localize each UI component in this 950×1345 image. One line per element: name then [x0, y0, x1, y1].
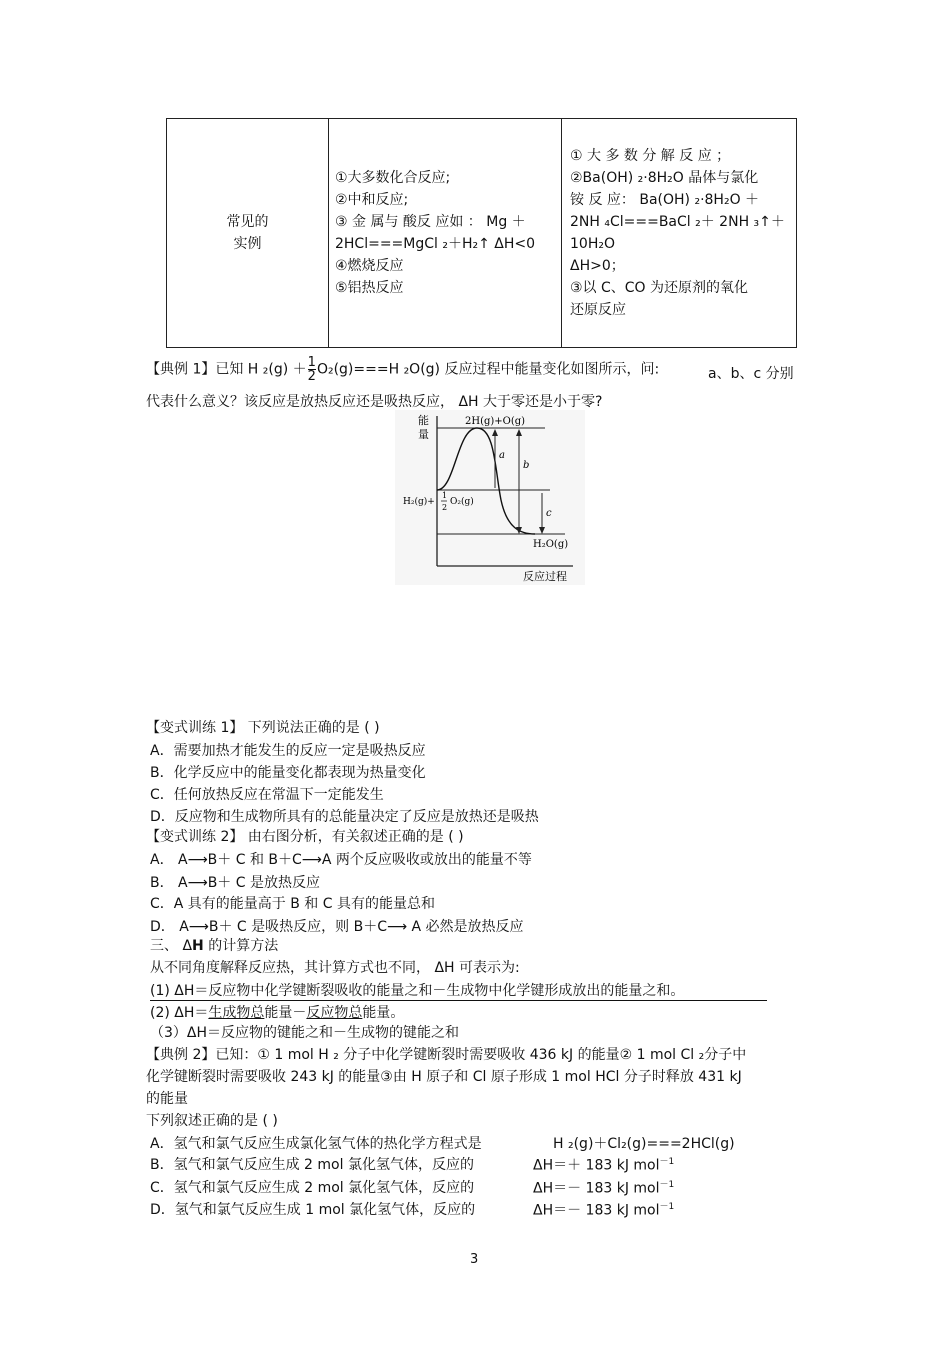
exo-line: ③ 金 属与 酸反 应如 ： Mg ＋ — [335, 214, 526, 230]
example2-line3: 的能量 — [146, 1091, 188, 1107]
exo-line: ①大多数化合反应; — [335, 170, 451, 186]
section3-method3: （3）ΔH＝反应物的键能之和－生成物的键能之和 — [150, 1025, 460, 1041]
endothermic-examples-cell — [562, 119, 797, 348]
variant2-option-c: C．A 具有的能量高于 B 和 C 具有的能量总和 — [150, 896, 435, 912]
example2-option-a-equation: H ₂(g)＋Cl₂(g)===2HCl(g) — [553, 1136, 735, 1152]
endo-line: 还原反应 — [570, 302, 626, 318]
example2-option-a: A．氢气和氯气反应生成氯化氢气体的热化学方程式是 — [150, 1136, 482, 1152]
section3-method1: (1) ΔH＝反应物中化学键断裂吸收的能量之和－生成物中化学键形成放出的能量之和。 — [150, 980, 767, 1001]
example2-option-d-value: ΔH＝－ 183 kJ mol$^{-1}$ — [533, 1202, 675, 1219]
example1-tail: a、b、c 分别 — [708, 366, 794, 382]
endo-line: ②Ba(OH) ₂·8H₂O 晶体与氯化 — [570, 170, 759, 186]
example1-line2: 代表什么意义？该反应是放热反应还是吸热反应， ΔH 大于零还是小于零? — [146, 394, 603, 410]
label-c: c — [546, 508, 552, 519]
example2-option-c: C．氢气和氯气反应生成 2 mol 氯化氢气体，反应的 — [150, 1180, 475, 1196]
y-label-2: 量 — [418, 428, 429, 441]
endo-line: 铵 反 应： Ba(OH) ₂·8H₂O ＋ — [570, 192, 760, 208]
example2-option-b-value: ΔH＝＋ 183 kJ mol$^{-1}$ — [533, 1157, 675, 1174]
endo-line: ③以 C、CO 为还原剂的氧化 — [570, 280, 749, 296]
section3-heading: 三、 ΔH 的计算方法 — [150, 938, 279, 954]
y-label-1: 能 — [418, 414, 429, 427]
endo-line: ΔH>0； — [570, 258, 625, 274]
energy-diagram — [395, 410, 585, 585]
product-label: H₂O(g) — [533, 539, 569, 550]
example1-prefix: 【典例 1】已知 H ₂(g) ＋ — [146, 361, 307, 378]
exo-line: ②中和反应; — [335, 192, 409, 208]
label-a: a — [499, 450, 505, 461]
variant2-option-b: B． A⟶B＋ C 是放热反应 — [150, 875, 320, 891]
one-half-fraction: $\frac{1}{2}$ — [307, 355, 316, 384]
reactant-frac-den: 2 — [442, 503, 448, 512]
variant1-option-a: A．需要加热才能发生的反应一定是吸热反应 — [150, 743, 426, 759]
section3-method2: (2) ΔH＝生成物总能量－反应物总能量。 — [150, 1005, 405, 1021]
endo-line: 2NH ₄Cl===BaCl ₂＋ 2NH ₃↑＋ — [570, 214, 785, 230]
label-b: b — [523, 460, 530, 471]
label-line-1: 常见的 — [226, 214, 269, 230]
variant2-option-a: A． A⟶B＋ C 和 B＋C⟶A 两个反应吸收或放出的能量不等 — [150, 852, 532, 868]
top-level-label: 2H(g)+O(g) — [465, 416, 526, 427]
label-line-2: 实例 — [233, 236, 262, 252]
variant1-option-b: B．化学反应中的能量变化都表现为热量变化 — [150, 765, 426, 781]
exo-line: ⑤铝热反应 — [335, 280, 404, 296]
table-label-cell — [167, 119, 329, 348]
section3-intro: 从不同角度解释反应热，其计算方式也不同， ΔH 可表示为: — [150, 960, 520, 976]
variant1-option-c: C．任何放热反应在常温下一定能发生 — [150, 787, 384, 803]
variant1-option-d: D．反应物和生成物所具有的总能量决定了反应是放热还是吸热 — [150, 809, 539, 825]
variant1-title: 【变式训练 1】 下列说法正确的是 ( ) — [146, 720, 380, 736]
variant2-title: 【变式训练 2】 由右图分析，有关叙述正确的是 ( ) — [146, 829, 464, 845]
example2-option-c-value: ΔH＝－ 183 kJ mol$^{-1}$ — [533, 1180, 675, 1197]
example2-question: 下列叙述正确的是 ( ) — [146, 1113, 278, 1129]
exothermic-examples-cell — [329, 119, 562, 348]
reaction-examples-table — [166, 118, 797, 348]
example2-option-b: B．氢气和氯气反应生成 2 mol 氯化氢气体，反应的 — [150, 1157, 474, 1173]
reactant-label-tail: O₂(g) — [450, 497, 474, 507]
page-number: 3 — [470, 1252, 479, 1267]
example1-reaction: O₂(g)===H ₂O(g) 反应过程中能量变化如图所示，问: — [316, 361, 660, 378]
exo-line: ④燃烧反应 — [335, 258, 404, 274]
endo-line: ① 大 多 数 分 解 反 应 ； — [570, 148, 731, 164]
reactant-frac-num: 1 — [442, 491, 448, 500]
example2-line1: 【典例 2】已知：① 1 mol H ₂ 分子中化学键断裂时需要吸收 436 kJ 的能量② 1 mol Cl ₂分子中 — [146, 1047, 747, 1063]
reactant-label: H₂(g)+ — [403, 497, 435, 507]
exo-line: 2HCl===MgCl ₂＋H₂↑ ΔH<0 — [335, 236, 536, 252]
endo-line: 10H₂O — [570, 236, 615, 252]
example2-line2: 化学键断裂时需要吸收 243 kJ 的能量③由 H 原子和 Cl 原子形成 1 mol HCl 分子时释放 431 kJ — [146, 1069, 742, 1085]
example1-line1 — [146, 356, 659, 383]
variant2-option-d: D． A⟶B＋ C 是吸热反应，则 B＋C⟶ A 必然是放热反应 — [150, 919, 524, 935]
example2-option-d: D．氢气和氯气反应生成 1 mol 氯化氢气体，反应的 — [150, 1202, 476, 1218]
x-axis-label: 反应过程 — [523, 570, 567, 583]
